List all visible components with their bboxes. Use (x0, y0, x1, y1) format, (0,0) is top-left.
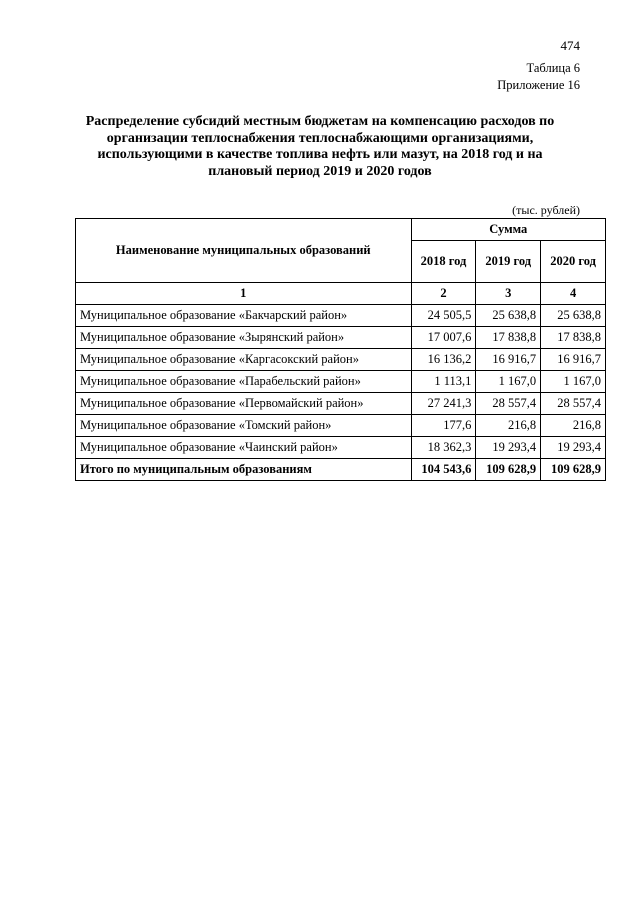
value-2018: 177,6 (411, 415, 476, 437)
year-2018-header: 2018 год (411, 241, 476, 283)
units-label: (тыс. рублей) (512, 203, 580, 217)
value-2019: 19 293,4 (476, 437, 541, 459)
municipality-name: Муниципальное образование «Зырянский район» (76, 327, 412, 349)
value-2019: 25 638,8 (476, 305, 541, 327)
title-line: плановый период 2019 и 2020 годов (208, 163, 432, 179)
total-2020: 109 628,9 (541, 459, 606, 481)
total-row (76, 459, 606, 481)
value-2020: 17 838,8 (541, 327, 606, 349)
total-2018: 104 543,6 (411, 459, 476, 481)
value-2020: 216,8 (541, 415, 606, 437)
value-2020: 16 916,7 (541, 349, 606, 371)
table-row (76, 349, 606, 371)
appendix-reference: Приложение 16 (497, 78, 580, 92)
municipality-name: Муниципальное образование «Чаинский район» (76, 437, 412, 459)
column-number: 3 (476, 283, 541, 305)
year-2019-header: 2019 год (476, 241, 541, 283)
document-title (70, 114, 570, 180)
value-2018: 16 136,2 (411, 349, 476, 371)
value-2018: 27 241,3 (411, 393, 476, 415)
value-2020: 19 293,4 (541, 437, 606, 459)
column-number: 1 (76, 283, 412, 305)
column-number: 4 (541, 283, 606, 305)
table-row (76, 415, 606, 437)
value-2020: 1 167,0 (541, 371, 606, 393)
value-2020: 25 638,8 (541, 305, 606, 327)
value-2018: 24 505,5 (411, 305, 476, 327)
value-2018: 17 007,6 (411, 327, 476, 349)
value-2019: 17 838,8 (476, 327, 541, 349)
value-2020: 28 557,4 (541, 393, 606, 415)
table-row (76, 305, 606, 327)
page-number: 474 (560, 38, 580, 53)
value-2019: 216,8 (476, 415, 541, 437)
total-label: Итого по муниципальным образованиям (76, 459, 412, 481)
table-row (76, 371, 606, 393)
table-row (76, 393, 606, 415)
title-line: использующими в качестве топлива нефть или мазут, на 2018 год и на (97, 147, 543, 162)
title-line: Распределение субсидий местным бюджетам на компенсацию расходов по (85, 114, 555, 129)
table-reference: Таблица 6 (526, 61, 580, 75)
subsidy-table (75, 218, 606, 481)
title-line: организации теплоснабжения теплоснабжающими организациями, (106, 130, 534, 146)
sum-column-header: Сумма (411, 219, 605, 241)
year-2020-header: 2020 год (541, 241, 606, 283)
value-2019: 28 557,4 (476, 393, 541, 415)
value-2019: 1 167,0 (476, 371, 541, 393)
column-number: 2 (411, 283, 476, 305)
municipality-name: Муниципальное образование «Парабельский район» (76, 371, 412, 393)
municipality-name: Муниципальное образование «Томский район» (76, 415, 412, 437)
municipality-name: Муниципальное образование «Первомайский район» (76, 393, 412, 415)
value-2018: 1 113,1 (411, 371, 476, 393)
table-row (76, 437, 606, 459)
municipality-name: Муниципальное образование «Каргасокский район» (76, 349, 412, 371)
name-column-header: Наименование муниципальных образований (76, 219, 412, 283)
total-2019: 109 628,9 (476, 459, 541, 481)
table-row (76, 327, 606, 349)
municipality-name: Муниципальное образование «Бакчарский район» (76, 305, 412, 327)
value-2019: 16 916,7 (476, 349, 541, 371)
value-2018: 18 362,3 (411, 437, 476, 459)
